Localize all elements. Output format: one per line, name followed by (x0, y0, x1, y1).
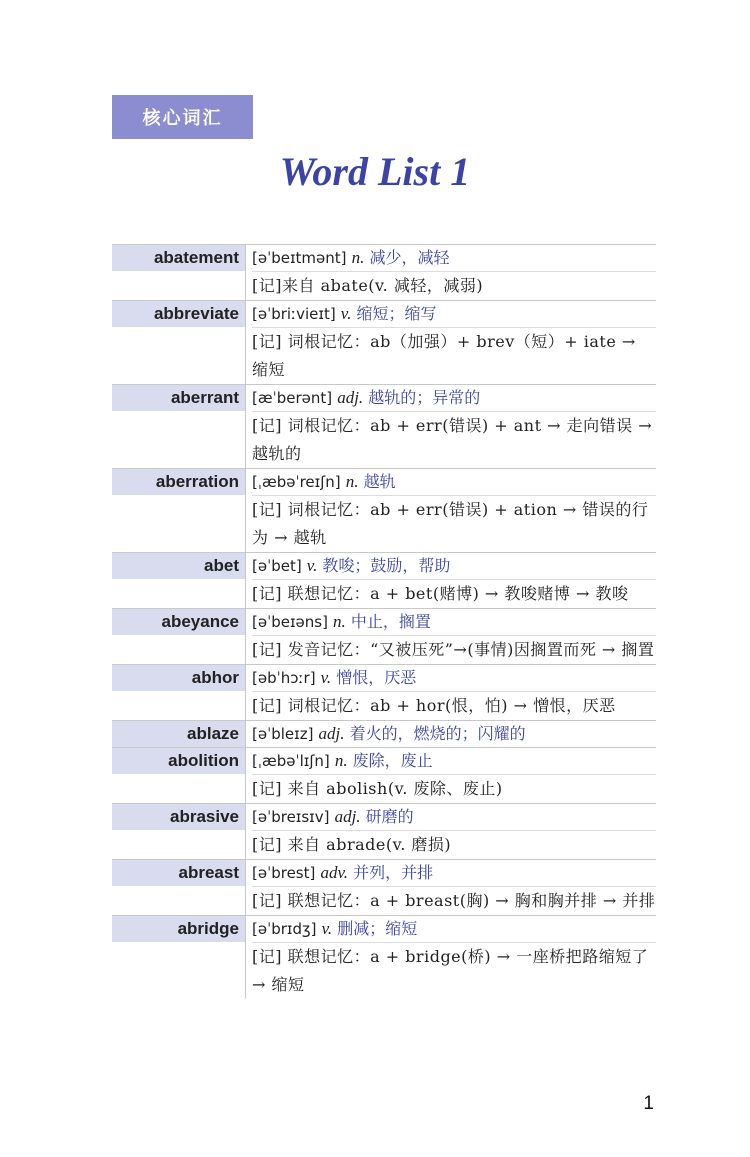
entry-body (245, 385, 656, 468)
word-entry (112, 552, 656, 608)
meaning: 研磨的 (365, 807, 414, 826)
definition-line (252, 245, 656, 271)
definition-line (252, 469, 656, 495)
phonetic: [əˈbreɪsɪv] (252, 808, 330, 826)
definition-line (252, 301, 656, 327)
entry-body (245, 609, 656, 664)
meaning: 越轨 (363, 472, 396, 491)
headword: abridge (112, 916, 245, 942)
memory-note: [记] 词根记忆：ab + hor(恨，怕) → 憎恨，厌恶 (252, 691, 656, 720)
headword: aberration (112, 469, 245, 495)
word-entry (112, 468, 656, 552)
phonetic: [ˌæbəˈlɪʃn] (252, 752, 330, 770)
entry-body (245, 301, 656, 384)
page-number: 1 (643, 1093, 654, 1114)
headword-cell (112, 301, 245, 384)
word-entry (112, 608, 656, 664)
headword-cell (112, 469, 245, 552)
meaning: 缩短；缩写 (356, 304, 437, 323)
entry-body (245, 748, 656, 803)
phonetic: [əˈbet] (252, 557, 302, 575)
phonetic: [əˈbleɪz] (252, 725, 314, 743)
phonetic: [ˌæbəˈreɪʃn] (252, 473, 341, 491)
headword: abeyance (112, 609, 245, 635)
meaning: 着火的，燃烧的；闪耀的 (349, 724, 526, 743)
part-of-speech: n. (345, 472, 359, 491)
headword-cell (112, 609, 245, 664)
memory-note: [记]来自 abate(v. 减轻，减弱) (252, 271, 656, 300)
memory-note: [记] 来自 abrade(v. 磨损) (252, 830, 656, 859)
entry-body (245, 721, 656, 747)
headword: abreast (112, 860, 245, 886)
entry-body (245, 469, 656, 552)
definition-line (252, 553, 656, 579)
memory-note: [记] 词根记忆：ab + err(错误) + ation → 错误的行为 → 越轨 (252, 495, 656, 552)
meaning: 废除，废止 (352, 751, 433, 770)
headword: abhor (112, 665, 245, 691)
headword: aberrant (112, 385, 245, 411)
headword: abbreviate (112, 301, 245, 327)
word-entry (112, 720, 656, 747)
part-of-speech: v. (320, 668, 332, 687)
definition-line (252, 916, 656, 942)
headword-cell (112, 665, 245, 720)
headword-cell (112, 804, 245, 859)
word-entry (112, 244, 656, 300)
memory-note: [记] 词根记忆：ab（加强）+ brev（短）+ iate → 缩短 (252, 327, 656, 384)
part-of-speech: adj. (318, 724, 345, 743)
part-of-speech: n. (351, 248, 365, 267)
meaning: 教唆；鼓励，帮助 (322, 556, 451, 575)
phonetic: [əˈbrest] (252, 864, 316, 882)
memory-note: [记] 词根记忆：ab + err(错误) + ant → 走向错误 → 越轨的 (252, 411, 656, 468)
entry-body (245, 804, 656, 859)
definition-line (252, 721, 656, 747)
page-title: Word List 1 (279, 149, 471, 194)
definition-line (252, 804, 656, 830)
headword: abet (112, 553, 245, 579)
part-of-speech: n. (333, 612, 346, 631)
part-of-speech: v. (321, 919, 333, 938)
phonetic: [əˈbeɪtmənt] (252, 249, 347, 267)
phonetic: [əˈbriːvieɪt] (252, 305, 336, 323)
memory-note: [记] 联想记忆：a + bridge(桥) → 一座桥把路缩短了 → 缩短 (252, 942, 656, 999)
definition-line (252, 748, 656, 774)
meaning: 删减；缩短 (337, 919, 418, 938)
word-entry (112, 915, 656, 999)
headword: abolition (112, 748, 245, 774)
word-entry (112, 384, 656, 468)
part-of-speech: adv. (320, 863, 348, 882)
meaning: 减少，减轻 (369, 248, 450, 267)
headword: ablaze (112, 721, 245, 747)
headword-cell (112, 860, 245, 915)
memory-note: [记] 来自 abolish(v. 废除、废止) (252, 774, 656, 803)
part-of-speech: v. (306, 556, 318, 575)
headword-cell (112, 245, 245, 300)
phonetic: [æˈberənt] (252, 389, 333, 407)
meaning: 憎恨，厌恶 (336, 668, 417, 687)
headword-cell (112, 721, 245, 747)
headword: abrasive (112, 804, 245, 830)
headword-cell (112, 916, 245, 999)
phonetic: [əˈbrɪdʒ] (252, 920, 317, 938)
part-of-speech: v. (340, 304, 352, 323)
meaning: 并列，并排 (353, 863, 434, 882)
headword-cell (112, 748, 245, 803)
phonetic: [əˈbeɪəns] (252, 613, 328, 631)
part-of-speech: n. (334, 751, 348, 770)
definition-line (252, 860, 656, 886)
definition-line (252, 385, 656, 411)
entry-body (245, 916, 656, 999)
definition-line (252, 665, 656, 691)
headword: abatement (112, 245, 245, 271)
entry-body (245, 860, 656, 915)
definition-line (252, 609, 656, 635)
word-entry (112, 747, 656, 803)
word-entry (112, 859, 656, 915)
word-entry (112, 664, 656, 720)
entry-body (245, 245, 656, 300)
phonetic: [əbˈhɔːr] (252, 669, 316, 687)
word-entry (112, 803, 656, 859)
part-of-speech: adj. (337, 388, 364, 407)
memory-note: [记] 联想记忆：a + bet(赌博) → 教唆赌博 → 教唆 (252, 579, 656, 608)
headword-cell (112, 385, 245, 468)
word-entry (112, 300, 656, 384)
meaning: 越轨的；异常的 (368, 388, 481, 407)
section-badge: 核心词汇 (112, 95, 253, 139)
memory-note: [记] 联想记忆：a + breast(胸) → 胸和胸并排 → 并排 (252, 886, 656, 915)
headword-cell (112, 553, 245, 608)
meaning: 中止，搁置 (350, 612, 431, 631)
part-of-speech: adj. (334, 807, 361, 826)
entry-body (245, 553, 656, 608)
entry-body (245, 665, 656, 720)
memory-note: [记] 发音记忆：“又被压死”→(事情)因搁置而死 → 搁置 (252, 635, 656, 664)
word-list (112, 244, 656, 999)
